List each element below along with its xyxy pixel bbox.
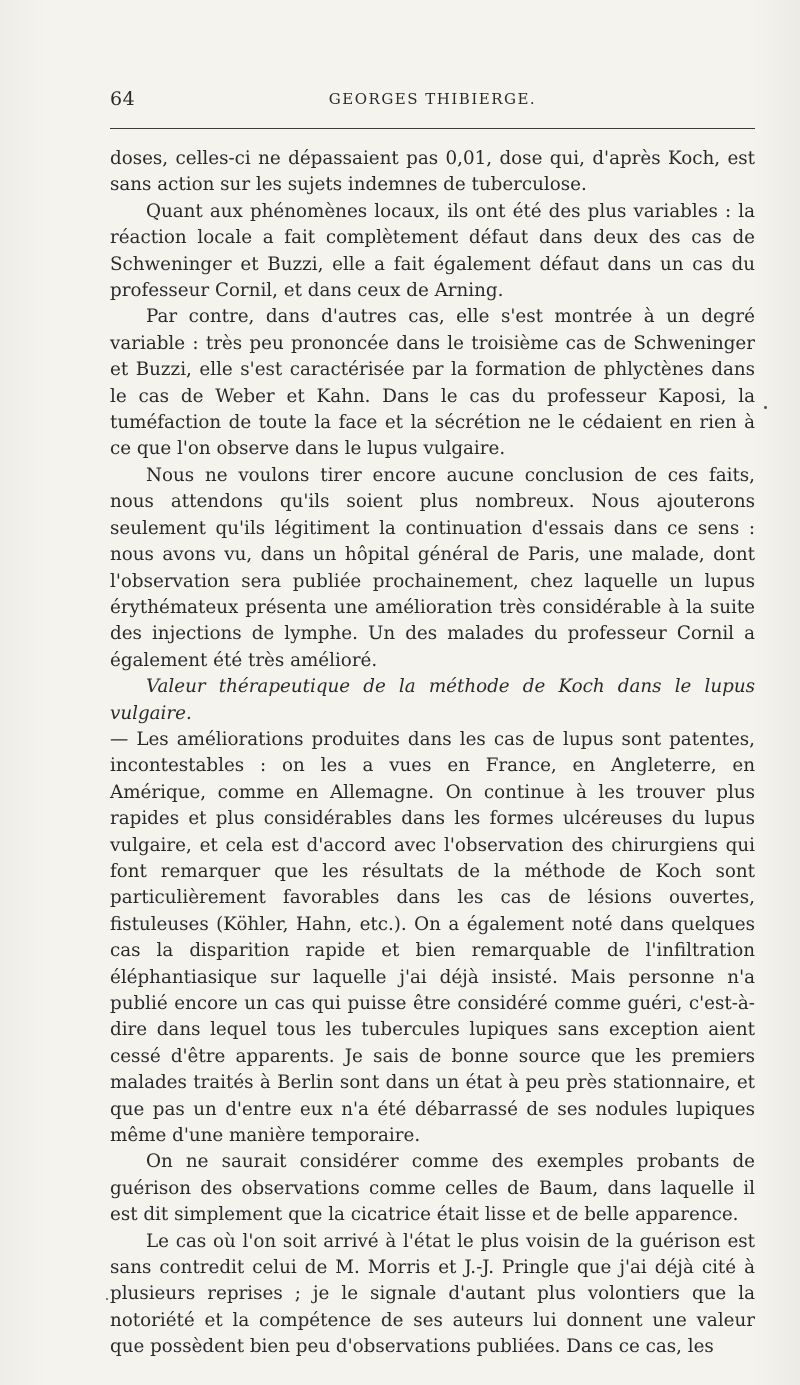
paragraph-4: Nous ne voulons tirer encore aucune conclusion de ces faits, nous attendons qu'ils soient plus nombreux. Nous ajouterons seulement qu'ils légitiment la continuation d'essais dans ce sens : nous avons vu, dans un hôpital général de Paris, une malade, dont l'observation sera publiée prochainement, chez laquelle un lupus érythémateux présenta une amélioration très considérable à la suite des injections de lymphe. Un des malades du professeur Cornil a également été très amélioré. xyxy=(110,464,755,671)
paragraph-5 xyxy=(110,674,755,1149)
header-rule xyxy=(110,128,755,129)
page-number: 64 xyxy=(110,88,136,110)
paragraph-5-text: — Les améliorations produites dans les cas de lupus sont patentes, incontestables : on les a vues en France, en Angleterre, en Amérique, comme en Allemagne. On continue à les trouver plus rapides et plus considérables dans les formes ulcéreuses du lupus vulgaire, et cela est d'accord avec l'observation des chirurgiens qui font remarquer que les résultats de la méthode de Koch sont particulièrement favorables dans les cas de lésions ouvertes, fistuleuses (Köhler, Hahn, etc.). On a également noté dans quelques cas la disparition rapide et bien remarquable de l'infiltration éléphantiasique sur laquelle j'ai déjà insisté. Mais personne n'a publié encore un cas qui puisse être considéré comme guéri, c'est-à-dire dans lequel tous les tubercules lupiques sans exception aient cessé d'être apparents. Je sais de bonne source que les premiers malades traités à Berlin sont dans un état à peu près stationnaire, et que pas un d'entre eux n'a été débarrassé de ses nodules lupiques même d'une manière temporaire. xyxy=(110,728,755,1147)
paragraph-3: Par contre, dans d'autres cas, elle s'est montrée à un degré variable : très peu prononcée dans le troisième cas de Schweninger et Buzzi, elle s'est caractérisée par la formation de phlyctènes dans le cas de Weber et Kahn. Dans le cas du professeur Kaposi, la tuméfaction de toute la face et la sécrétion ne le cédaient en rien à ce que l'on observe dans le lupus vulgaire. xyxy=(110,306,755,460)
section-heading-italic: Valeur thérapeutique de la méthode de Koch dans le lupus vulgaire. xyxy=(110,676,755,724)
paragraph-7: Le cas où l'on soit arrivé à l'état le plus voisin de la guérison est sans contredit celui de M. Morris et J.-J. Pringle que j'ai déjà cité à plusieurs reprises ; je le signale d'autant plus volontiers que la notoriété et la compétence de ses auteurs lui donnent une valeur que possèdent bien peu d'observations publiées. Dans ce cas, les xyxy=(110,1230,755,1358)
ink-speck xyxy=(764,406,767,409)
running-head: GEORGES THIBIERGE. xyxy=(328,90,537,108)
paragraph-2: Quant aux phénomènes locaux, ils ont été des plus variables : la réaction locale a fait complètement défaut dans deux des cas de Schweninger et Buzzi, elle a fait également défaut dans un cas du professeur Cornil, et dans ceux de Arning. xyxy=(110,200,755,302)
body-text xyxy=(110,146,755,1361)
page-header xyxy=(110,88,755,118)
paragraph-6: On ne saurait considérer comme des exemples probants de guérison des observations comme celles de Baum, dans laquelle il est dit simplement que la cicatrice était lisse et de belle apparence. xyxy=(110,1151,755,1226)
paragraph-1: doses, celles-ci ne dépassaient pas 0,01, dose qui, d'après Koch, est sans action sur les sujets indemnes de tuberculose. xyxy=(110,148,755,196)
ink-speck xyxy=(106,1298,108,1300)
